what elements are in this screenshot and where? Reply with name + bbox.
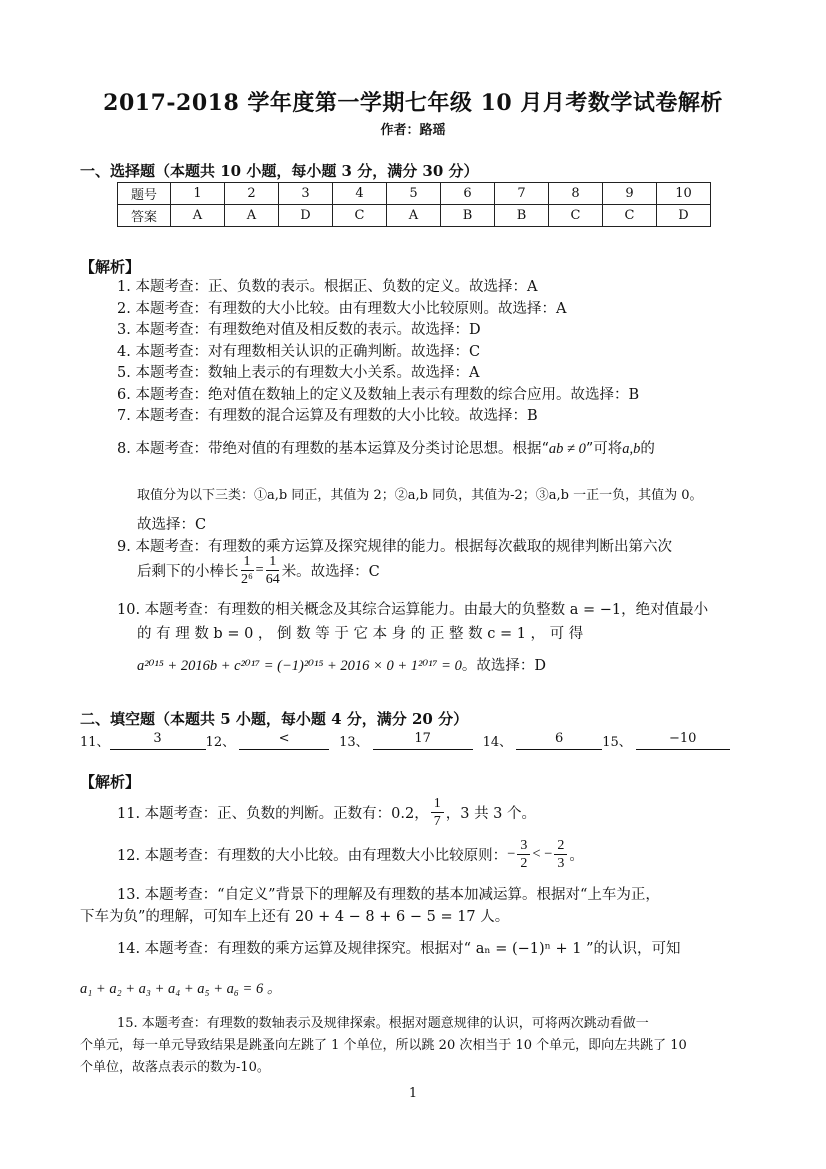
blank-answer: −10 bbox=[636, 731, 730, 750]
blank-label: 15、 bbox=[602, 735, 632, 750]
item8-math1: ab ≠ 0 bbox=[548, 441, 586, 457]
page-title: 2017-2018 学年度第一学期七年级 10 月月考数学试卷解析 bbox=[103, 90, 723, 116]
analysis-item-8 bbox=[117, 437, 655, 458]
item12-post: 。 bbox=[569, 848, 584, 864]
table-cell: 5 bbox=[387, 183, 441, 205]
item12-fraction2 bbox=[554, 837, 567, 872]
item9-pre: 后剩下的小棒长 bbox=[137, 564, 239, 580]
item8-line2: 取值分为以下三类：①a,b 同正，其值为 2；②a,b 同负，其值为-2；③a,b 一正一负，其值为 0。 bbox=[137, 488, 703, 503]
table-cell: 9 bbox=[603, 183, 657, 205]
item9-line1: 9. 本题考查：有理数的乘方运算及探究规律的能力。根据每次截取的规律判断出第六次 bbox=[117, 539, 672, 555]
item14-line2: a₁ + a₂ + a₃ + a₄ + a₅ + a₆ = 6 。 bbox=[80, 981, 282, 997]
fill-in-answers bbox=[80, 731, 730, 750]
item11-post: ，3 共 3 个。 bbox=[445, 806, 537, 822]
fraction-numerator: 2 bbox=[554, 837, 567, 855]
section1-heading: 一、选择题（本题共 10 小题，每小题 3 分，满分 30 分） bbox=[80, 162, 479, 180]
table-cell: A bbox=[387, 205, 441, 227]
fraction-denominator: 7 bbox=[433, 814, 441, 829]
table-cell: 6 bbox=[441, 183, 495, 205]
analysis-item: 1. 本题考查：正、负数的表示。根据正、负数的定义。故选择：A bbox=[117, 279, 538, 295]
fraction-numerator: 3 bbox=[517, 837, 530, 855]
fraction-denominator: 64 bbox=[265, 572, 280, 587]
table-cell: 8 bbox=[549, 183, 603, 205]
item12-fraction1 bbox=[517, 837, 530, 872]
blank-answer: 17 bbox=[373, 731, 473, 750]
item10-tail: 。故选择：D bbox=[461, 658, 546, 674]
table-cell: C bbox=[549, 205, 603, 227]
analysis-item: 3. 本题考查：有理数绝对值及相反数的表示。故选择：D bbox=[117, 322, 481, 338]
fraction-numerator: 1 bbox=[431, 795, 444, 813]
table-header-cell: 答案 bbox=[118, 205, 171, 227]
item14-line1: 14. 本题考查：有理数的乘方运算及规律探究。根据对“ aₙ = (−1)ⁿ + 1 ”的认识，可知 bbox=[117, 941, 681, 957]
item13-line2: 下车为负”的理解，可知车上还有 20 + 4 − 8 + 6 − 5 = 17 人。 bbox=[80, 909, 510, 925]
table-cell: D bbox=[657, 205, 711, 227]
table-cell: 7 bbox=[495, 183, 549, 205]
item10-line1: 10. 本题考查：有理数的相关概念及其综合运算能力。由最大的负整数 a = −1，绝对值最小 bbox=[117, 602, 709, 618]
item10-formula: a²⁰¹⁵ + 2016b + c²⁰¹⁷ = (−1)²⁰¹⁵ + 2016 × 0 + 1²⁰¹⁷ = 0 bbox=[137, 658, 462, 674]
analysis-item: 7. 本题考查：有理数的混合运算及有理数的大小比较。故选择：B bbox=[117, 408, 538, 424]
item8-text-c: 的 bbox=[640, 441, 655, 457]
item12-pre: 12. 本题考查：有理数的大小比较。由有理数大小比较原则： bbox=[117, 848, 508, 864]
fraction-numerator: 1 bbox=[266, 553, 279, 571]
less-than-sign: < − bbox=[532, 846, 553, 862]
table-row-numbers bbox=[118, 183, 711, 205]
minus-sign: − bbox=[507, 846, 516, 862]
page-number: 1 bbox=[408, 1086, 418, 1101]
answer-table bbox=[117, 182, 711, 227]
item9-fraction2 bbox=[266, 553, 280, 588]
item8-line3: 故选择：C bbox=[137, 517, 207, 533]
table-cell: B bbox=[441, 205, 495, 227]
item13-line1: 13. 本题考查：“自定义”背景下的理解及有理数的基本加减运算。根据对“上车为正， bbox=[117, 887, 660, 903]
item9-equals: = bbox=[255, 562, 264, 578]
item9-post: 米。故选择：C bbox=[281, 564, 380, 580]
item11-fraction bbox=[431, 795, 444, 830]
table-cell: 2 bbox=[225, 183, 279, 205]
analysis-item: 2. 本题考查：有理数的大小比较。由有理数大小比较原则。故选择：A bbox=[117, 301, 567, 317]
fraction-numerator: 1 bbox=[241, 553, 254, 571]
item11 bbox=[117, 795, 536, 830]
item9-fraction1 bbox=[241, 553, 254, 588]
blank-label: 13、 bbox=[339, 735, 369, 750]
analysis-item: 6. 本题考查：绝对值在数轴上的定义及数轴上表示有理数的综合应用。故选择：B bbox=[117, 387, 640, 403]
table-header-cell: 题号 bbox=[118, 183, 171, 205]
item10-line3 bbox=[137, 654, 546, 675]
table-cell: C bbox=[333, 205, 387, 227]
table-cell: 4 bbox=[333, 183, 387, 205]
item9-line2 bbox=[137, 553, 380, 588]
fraction-denominator: 3 bbox=[557, 856, 565, 871]
fraction-denominator: 2 bbox=[520, 856, 528, 871]
item15-line2: 个单元，每一单元导致结果是跳蚤向左跳了 1 个单位，所以跳 20 次相当于 10 个单元，即向左共跳了 10 bbox=[80, 1038, 687, 1053]
item15-line1: 15. 本题考查：有理数的数轴表示及规律探索。根据对题意规律的认识，可将两次跳动看做一 bbox=[117, 1016, 649, 1031]
analysis-item: 5. 本题考查：数轴上表示的有理数大小关系。故选择：A bbox=[117, 365, 480, 381]
blank-answer: 6 bbox=[516, 731, 602, 750]
table-cell: 10 bbox=[657, 183, 711, 205]
table-row-answers bbox=[118, 205, 711, 227]
item11-pre: 11. 本题考查：正、负数的判断。正数有：0.2， bbox=[117, 806, 429, 822]
table-cell: A bbox=[225, 205, 279, 227]
section2-heading: 二、填空题（本题共 5 小题，每小题 4 分，满分 20 分） bbox=[80, 710, 469, 728]
fraction-denominator: 2⁶ bbox=[241, 572, 253, 587]
analysis-item: 4. 本题考查：对有理数相关认识的正确判断。故选择：C bbox=[117, 344, 481, 360]
blank-label: 12、 bbox=[205, 735, 236, 750]
analysis2-heading: 【解析】 bbox=[80, 773, 141, 791]
item8-math2: a,b bbox=[622, 441, 641, 457]
item12 bbox=[117, 837, 584, 872]
table-cell: A bbox=[171, 205, 225, 227]
item10-line2: 的 有 理 数 b = 0 ， 倒 数 等 于 它 本 身 的 正 整 数 c = 1 ， 可 得 bbox=[137, 626, 584, 642]
item15-line3: 个单位，故落点表示的数为-10。 bbox=[80, 1060, 270, 1075]
table-cell: 1 bbox=[171, 183, 225, 205]
table-cell: 3 bbox=[279, 183, 333, 205]
table-cell: C bbox=[603, 205, 657, 227]
item8-text-b: ”可将 bbox=[585, 441, 623, 457]
blank-answer: 3 bbox=[110, 731, 206, 750]
blank-label: 14、 bbox=[482, 735, 513, 750]
table-cell: D bbox=[279, 205, 333, 227]
analysis1-heading: 【解析】 bbox=[80, 258, 141, 276]
blank-label: 11、 bbox=[80, 735, 110, 750]
item8-text-a: 8. 本题考查：带绝对值的有理数的基本运算及分类讨论思想。根据“ bbox=[117, 441, 549, 457]
author-line: 作者：路瑶 bbox=[380, 123, 446, 138]
blank-answer: < bbox=[239, 731, 329, 750]
table-cell: B bbox=[495, 205, 549, 227]
